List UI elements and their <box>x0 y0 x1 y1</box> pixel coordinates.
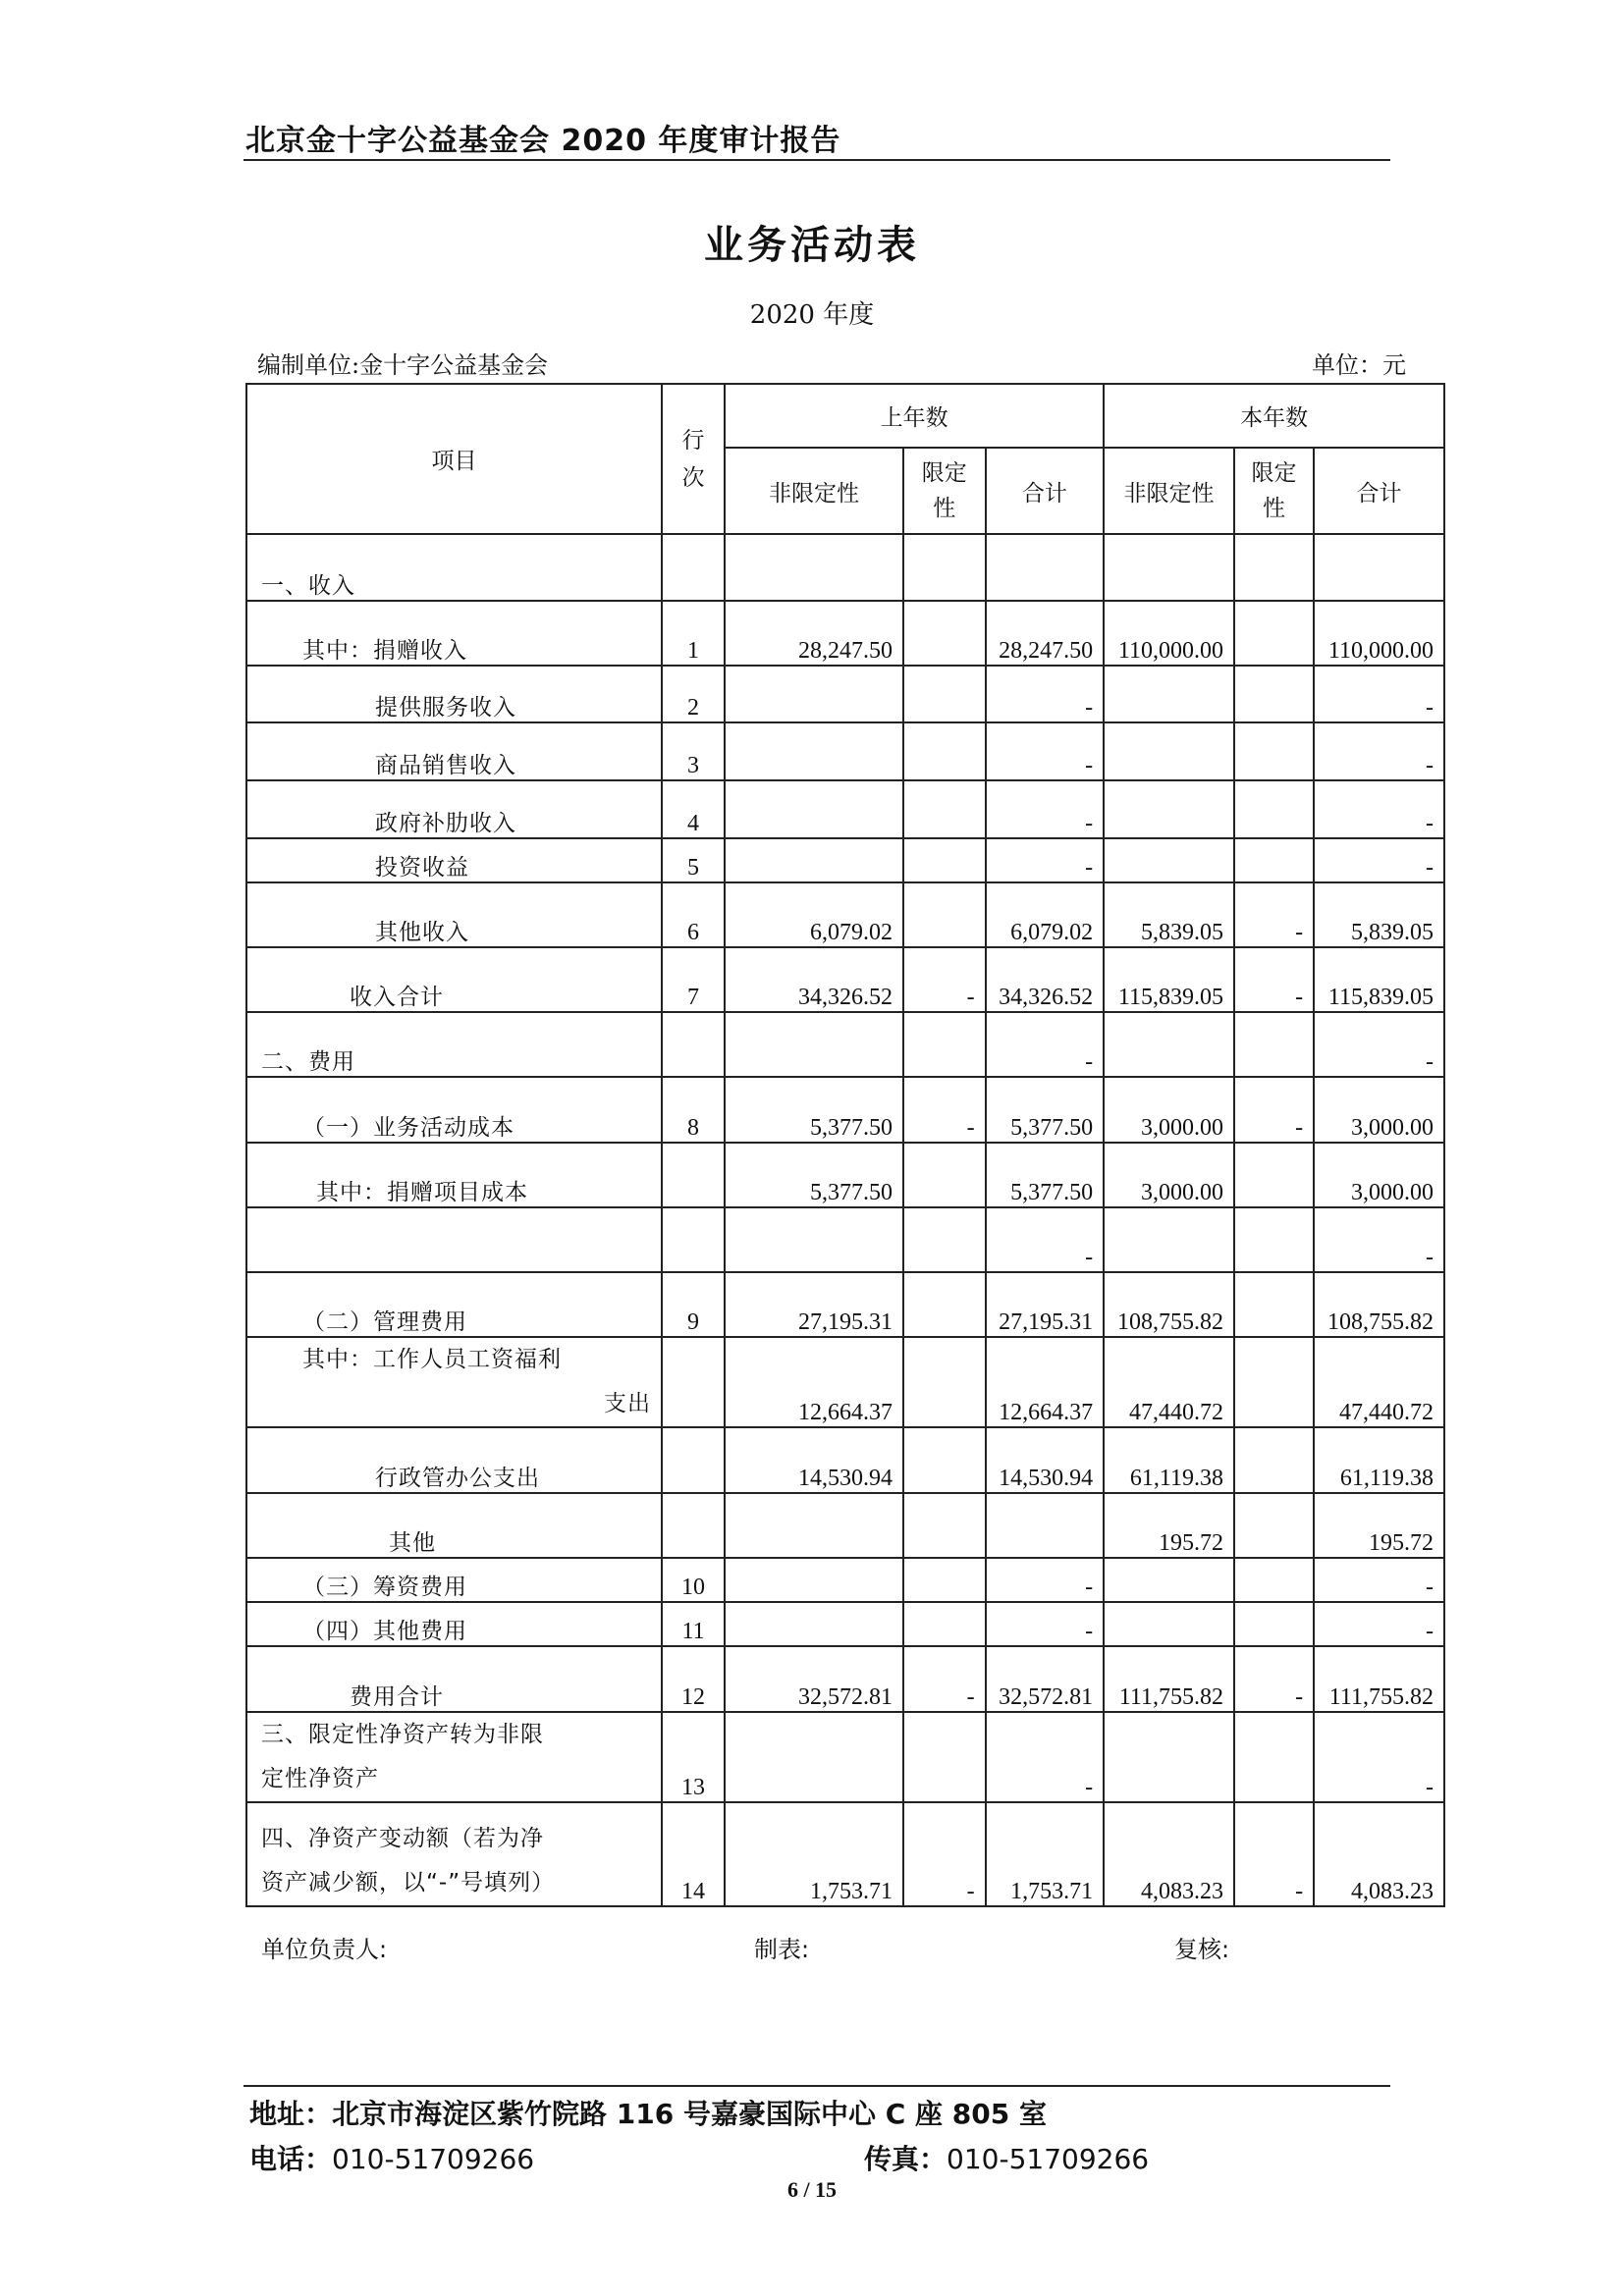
table-row <box>246 838 1444 882</box>
cell-curr-unrestricted: 108,755.82 <box>1104 1272 1234 1337</box>
row-item-label: 行政管办公支出 <box>246 1427 662 1493</box>
cell-prev-restricted: - <box>903 947 986 1012</box>
cell-prev-total: 14,530.94 <box>986 1427 1105 1493</box>
cell-curr-restricted <box>1234 1558 1314 1602</box>
col-header-rownum <box>662 384 725 534</box>
cell-prev-restricted <box>903 1558 986 1602</box>
cell-curr-restricted <box>1234 1143 1314 1207</box>
cell-curr-total: - <box>1314 1012 1444 1077</box>
cell-prev-restricted <box>903 780 986 838</box>
cell-curr-restricted <box>1234 722 1314 780</box>
row-item-label: 费用合计 <box>246 1646 662 1712</box>
cell-prev-unrestricted: 6,079.02 <box>725 882 903 947</box>
cell-prev-total <box>986 534 1105 601</box>
col-header-prev-unrestricted: 非限定性 <box>725 448 903 534</box>
cell-curr-unrestricted <box>1104 666 1234 722</box>
cell-curr-total: - <box>1314 1207 1444 1272</box>
cell-row-number <box>662 1143 725 1207</box>
cell-row-number: 5 <box>662 838 725 882</box>
table-row <box>246 601 1444 666</box>
cell-row-number: 14 <box>662 1802 725 1906</box>
cell-curr-unrestricted: 5,839.05 <box>1104 882 1234 947</box>
cell-prev-restricted <box>903 1337 986 1427</box>
row-item-label: 商品销售收入 <box>246 722 662 780</box>
row-item-label <box>246 1712 662 1802</box>
cell-prev-unrestricted: 27,195.31 <box>725 1272 903 1337</box>
row-item-label <box>246 1207 662 1272</box>
prepared-by: 编制单位:金十字公益基金会 <box>257 351 549 379</box>
cell-prev-restricted: - <box>903 1802 986 1906</box>
footer-phone-label: 电话： <box>249 2143 333 2175</box>
cell-row-number <box>662 1427 725 1493</box>
cell-curr-unrestricted: 4,083.23 <box>1104 1802 1234 1906</box>
table-row <box>246 780 1444 838</box>
cell-prev-unrestricted: 5,377.50 <box>725 1143 903 1207</box>
cell-curr-unrestricted: 110,000.00 <box>1104 601 1234 666</box>
col-header-prev-year: 上年数 <box>725 384 1104 448</box>
cell-curr-restricted: - <box>1234 947 1314 1012</box>
cell-prev-total <box>986 1493 1105 1558</box>
table-row <box>246 1012 1444 1077</box>
header-divider <box>244 159 1390 161</box>
cell-prev-restricted <box>903 1012 986 1077</box>
col-header-curr-restricted <box>1234 448 1314 534</box>
row-item-label: 收入合计 <box>246 947 662 1012</box>
cell-prev-unrestricted <box>725 722 903 780</box>
row-item-label: 其中：捐赠收入 <box>246 601 662 666</box>
col-header-rownum-text: 行次 <box>681 427 705 491</box>
cell-curr-unrestricted <box>1104 1602 1234 1646</box>
cell-curr-restricted <box>1234 1712 1314 1802</box>
cell-curr-restricted <box>1234 1012 1314 1077</box>
cell-prev-total: - <box>986 722 1105 780</box>
cell-prev-total: - <box>986 780 1105 838</box>
cell-row-number: 7 <box>662 947 725 1012</box>
cell-curr-restricted <box>1234 838 1314 882</box>
cell-curr-total: 195.72 <box>1314 1493 1444 1558</box>
cell-row-number: 6 <box>662 882 725 947</box>
cell-curr-unrestricted <box>1104 1012 1234 1077</box>
table-row <box>246 882 1444 947</box>
cell-curr-restricted <box>1234 601 1314 666</box>
cell-curr-unrestricted <box>1104 534 1234 601</box>
cell-prev-total: 12,664.37 <box>986 1337 1105 1427</box>
table-row <box>246 947 1444 1012</box>
cell-row-number: 2 <box>662 666 725 722</box>
cell-prev-unrestricted <box>725 1558 903 1602</box>
table-row <box>246 1272 1444 1337</box>
cell-curr-total: 115,839.05 <box>1314 947 1444 1012</box>
footer-divider <box>244 2085 1390 2087</box>
cell-prev-unrestricted <box>725 838 903 882</box>
cell-prev-unrestricted <box>725 780 903 838</box>
cell-row-number: 1 <box>662 601 725 666</box>
cell-curr-total: - <box>1314 1712 1444 1802</box>
footer-address-value: 北京市海淀区紫竹院路 116 号嘉豪国际中心 C 座 805 室 <box>332 2098 1047 2130</box>
cell-row-number: 13 <box>662 1712 725 1802</box>
cell-prev-restricted <box>903 1207 986 1272</box>
cell-curr-unrestricted: 47,440.72 <box>1104 1337 1234 1427</box>
cell-row-number: 10 <box>662 1558 725 1602</box>
cell-curr-total: - <box>1314 1602 1444 1646</box>
table-row <box>246 1337 1444 1427</box>
col-header-prev-restricted-text: 限定性 <box>921 460 967 521</box>
table-row <box>246 534 1444 601</box>
col-header-curr-restricted-text: 限定性 <box>1251 460 1297 521</box>
cell-curr-unrestricted: 3,000.00 <box>1104 1143 1234 1207</box>
cell-curr-restricted <box>1234 1272 1314 1337</box>
cell-prev-restricted <box>903 1602 986 1646</box>
footer-address <box>249 2093 1047 2132</box>
cell-curr-restricted: - <box>1234 1802 1314 1906</box>
cell-prev-total: 6,079.02 <box>986 882 1105 947</box>
row-item-label-line2: 资产减少额，以“-”号填列） <box>261 1870 556 1896</box>
cell-curr-restricted <box>1234 1337 1314 1427</box>
table-row <box>246 1602 1444 1646</box>
cell-prev-total: 1,753.71 <box>986 1802 1105 1906</box>
cell-prev-total: 5,377.50 <box>986 1077 1105 1143</box>
cell-prev-restricted <box>903 838 986 882</box>
table-row <box>246 1712 1444 1802</box>
cell-prev-restricted <box>903 1712 986 1802</box>
row-item-label-line2: 支出 <box>604 1391 652 1416</box>
table-row <box>246 1143 1444 1207</box>
cell-row-number: 4 <box>662 780 725 838</box>
cell-prev-restricted <box>903 601 986 666</box>
cell-prev-restricted <box>903 722 986 780</box>
signature-unit-head: 单位负责人: <box>261 1936 388 1963</box>
row-item-label: （三）筹资费用 <box>246 1558 662 1602</box>
cell-prev-unrestricted <box>725 666 903 722</box>
footer-phone <box>249 2138 534 2177</box>
cell-curr-total: - <box>1314 666 1444 722</box>
cell-row-number: 9 <box>662 1272 725 1337</box>
cell-prev-total: 28,247.50 <box>986 601 1105 666</box>
cell-row-number <box>662 1493 725 1558</box>
cell-prev-unrestricted: 5,377.50 <box>725 1077 903 1143</box>
cell-row-number <box>662 534 725 601</box>
footer-phone-value: 010-51709266 <box>332 2143 535 2175</box>
cell-curr-total: 111,755.82 <box>1314 1646 1444 1712</box>
cell-curr-unrestricted: 111,755.82 <box>1104 1646 1234 1712</box>
table-row <box>246 1207 1444 1272</box>
row-item-label-line2: 定性净资产 <box>261 1766 379 1791</box>
table-row <box>246 666 1444 722</box>
row-item-label <box>246 1802 662 1906</box>
cell-curr-restricted <box>1234 666 1314 722</box>
row-item-label: （二）管理费用 <box>246 1272 662 1337</box>
cell-curr-total: - <box>1314 838 1444 882</box>
cell-prev-unrestricted <box>725 1712 903 1802</box>
table-row <box>246 1802 1444 1906</box>
cell-curr-restricted <box>1234 1602 1314 1646</box>
report-header-title: 北京金十字公益基金会 2020 年度审计报告 <box>245 124 841 158</box>
footer-fax-value: 010-51709266 <box>947 2143 1150 2175</box>
cell-curr-total: 4,083.23 <box>1314 1802 1444 1906</box>
cell-prev-total: - <box>986 1012 1105 1077</box>
cell-curr-unrestricted <box>1104 838 1234 882</box>
cell-curr-unrestricted: 195.72 <box>1104 1493 1234 1558</box>
cell-row-number: 12 <box>662 1646 725 1712</box>
cell-curr-unrestricted <box>1104 722 1234 780</box>
col-header-prev-total: 合计 <box>986 448 1105 534</box>
cell-prev-restricted <box>903 882 986 947</box>
cell-curr-total: 47,440.72 <box>1314 1337 1444 1427</box>
cell-curr-restricted: - <box>1234 1646 1314 1712</box>
cell-prev-total: 34,326.52 <box>986 947 1105 1012</box>
cell-curr-restricted: - <box>1234 1077 1314 1143</box>
row-item-label: （一）业务活动成本 <box>246 1077 662 1143</box>
cell-prev-restricted <box>903 1272 986 1337</box>
cell-prev-total: - <box>986 1558 1105 1602</box>
currency-unit: 单位：元 <box>1312 351 1406 379</box>
table-row <box>246 1558 1444 1602</box>
row-item-label: 其中：捐赠项目成本 <box>246 1143 662 1207</box>
cell-curr-total: 5,839.05 <box>1314 882 1444 947</box>
col-header-curr-year: 本年数 <box>1104 384 1444 448</box>
cell-prev-restricted <box>903 1493 986 1558</box>
cell-prev-restricted: - <box>903 1077 986 1143</box>
row-item-label: 一、收入 <box>246 534 662 601</box>
table-body <box>246 534 1444 1906</box>
col-header-item: 项目 <box>246 384 662 534</box>
cell-prev-total: 27,195.31 <box>986 1272 1105 1337</box>
cell-prev-unrestricted <box>725 1207 903 1272</box>
cell-curr-unrestricted <box>1104 1558 1234 1602</box>
cell-row-number: 11 <box>662 1602 725 1646</box>
cell-curr-total: - <box>1314 780 1444 838</box>
cell-prev-restricted <box>903 1143 986 1207</box>
row-item-label-line1: 其中：工作人员工资福利 <box>302 1347 562 1372</box>
col-header-curr-total: 合计 <box>1314 448 1444 534</box>
cell-prev-unrestricted <box>725 1012 903 1077</box>
table-row <box>246 1077 1444 1143</box>
cell-prev-unrestricted <box>725 1602 903 1646</box>
cell-prev-total: - <box>986 1207 1105 1272</box>
cell-prev-unrestricted: 1,753.71 <box>725 1802 903 1906</box>
cell-row-number <box>662 1012 725 1077</box>
row-item-label: 其他收入 <box>246 882 662 947</box>
cell-prev-unrestricted: 14,530.94 <box>725 1427 903 1493</box>
cell-curr-total: - <box>1314 722 1444 780</box>
cell-curr-unrestricted: 3,000.00 <box>1104 1077 1234 1143</box>
cell-curr-unrestricted: 115,839.05 <box>1104 947 1234 1012</box>
cell-curr-total: 61,119.38 <box>1314 1427 1444 1493</box>
statement-title: 业务活动表 <box>704 223 920 268</box>
footer-fax-label: 传真： <box>864 2143 947 2175</box>
row-item-label: 其他 <box>246 1493 662 1558</box>
col-header-curr-unrestricted: 非限定性 <box>1104 448 1234 534</box>
col-header-prev-restricted <box>903 448 986 534</box>
cell-prev-unrestricted: 12,664.37 <box>725 1337 903 1427</box>
row-item-label: 政府补肋收入 <box>246 780 662 838</box>
cell-row-number: 3 <box>662 722 725 780</box>
cell-prev-restricted <box>903 534 986 601</box>
signature-reviewer: 复核: <box>1174 1936 1230 1963</box>
table-row <box>246 722 1444 780</box>
table-row <box>246 1427 1444 1493</box>
row-item-label: 二、费用 <box>246 1012 662 1077</box>
row-item-label: （四）其他费用 <box>246 1602 662 1646</box>
cell-prev-total: - <box>986 838 1105 882</box>
cell-prev-unrestricted: 32,572.81 <box>725 1646 903 1712</box>
statement-year: 2020 年度 <box>749 300 875 330</box>
cell-prev-total: 32,572.81 <box>986 1646 1105 1712</box>
cell-prev-total: - <box>986 666 1105 722</box>
footer-fax <box>864 2138 1149 2177</box>
cell-row-number: 8 <box>662 1077 725 1143</box>
cell-curr-unrestricted <box>1104 1712 1234 1802</box>
cell-curr-restricted: - <box>1234 882 1314 947</box>
cell-prev-restricted: - <box>903 1646 986 1712</box>
row-item-label-line1: 三、限定性净资产转为非限 <box>261 1722 544 1747</box>
activity-statement-table <box>245 383 1445 1907</box>
cell-curr-total: 110,000.00 <box>1314 601 1444 666</box>
table-row <box>246 1646 1444 1712</box>
cell-prev-unrestricted: 34,326.52 <box>725 947 903 1012</box>
cell-curr-restricted <box>1234 534 1314 601</box>
cell-prev-total: - <box>986 1712 1105 1802</box>
cell-row-number <box>662 1337 725 1427</box>
cell-prev-restricted <box>903 666 986 722</box>
cell-curr-restricted <box>1234 1207 1314 1272</box>
cell-curr-unrestricted <box>1104 1207 1234 1272</box>
cell-curr-restricted <box>1234 1493 1314 1558</box>
cell-curr-restricted <box>1234 1427 1314 1493</box>
cell-prev-unrestricted: 28,247.50 <box>725 601 903 666</box>
table-row <box>246 1493 1444 1558</box>
cell-prev-total: 5,377.50 <box>986 1143 1105 1207</box>
footer-address-label: 地址： <box>249 2098 333 2130</box>
cell-prev-unrestricted <box>725 1493 903 1558</box>
row-item-label <box>246 1337 662 1427</box>
cell-curr-total <box>1314 534 1444 601</box>
cell-curr-total: 108,755.82 <box>1314 1272 1444 1337</box>
cell-curr-unrestricted <box>1104 780 1234 838</box>
cell-row-number <box>662 1207 725 1272</box>
page-number: 6 / 15 <box>786 2177 838 2202</box>
cell-prev-restricted <box>903 1427 986 1493</box>
signature-preparer: 制表: <box>754 1936 810 1963</box>
cell-curr-total: - <box>1314 1558 1444 1602</box>
row-item-label: 投资收益 <box>246 838 662 882</box>
cell-prev-unrestricted <box>725 534 903 601</box>
cell-curr-total: 3,000.00 <box>1314 1143 1444 1207</box>
cell-prev-total: - <box>986 1602 1105 1646</box>
cell-curr-restricted <box>1234 780 1314 838</box>
cell-curr-total: 3,000.00 <box>1314 1077 1444 1143</box>
cell-curr-unrestricted: 61,119.38 <box>1104 1427 1234 1493</box>
row-item-label: 提供服务收入 <box>246 666 662 722</box>
row-item-label-line1: 四、净资产变动额（若为净 <box>261 1826 544 1851</box>
